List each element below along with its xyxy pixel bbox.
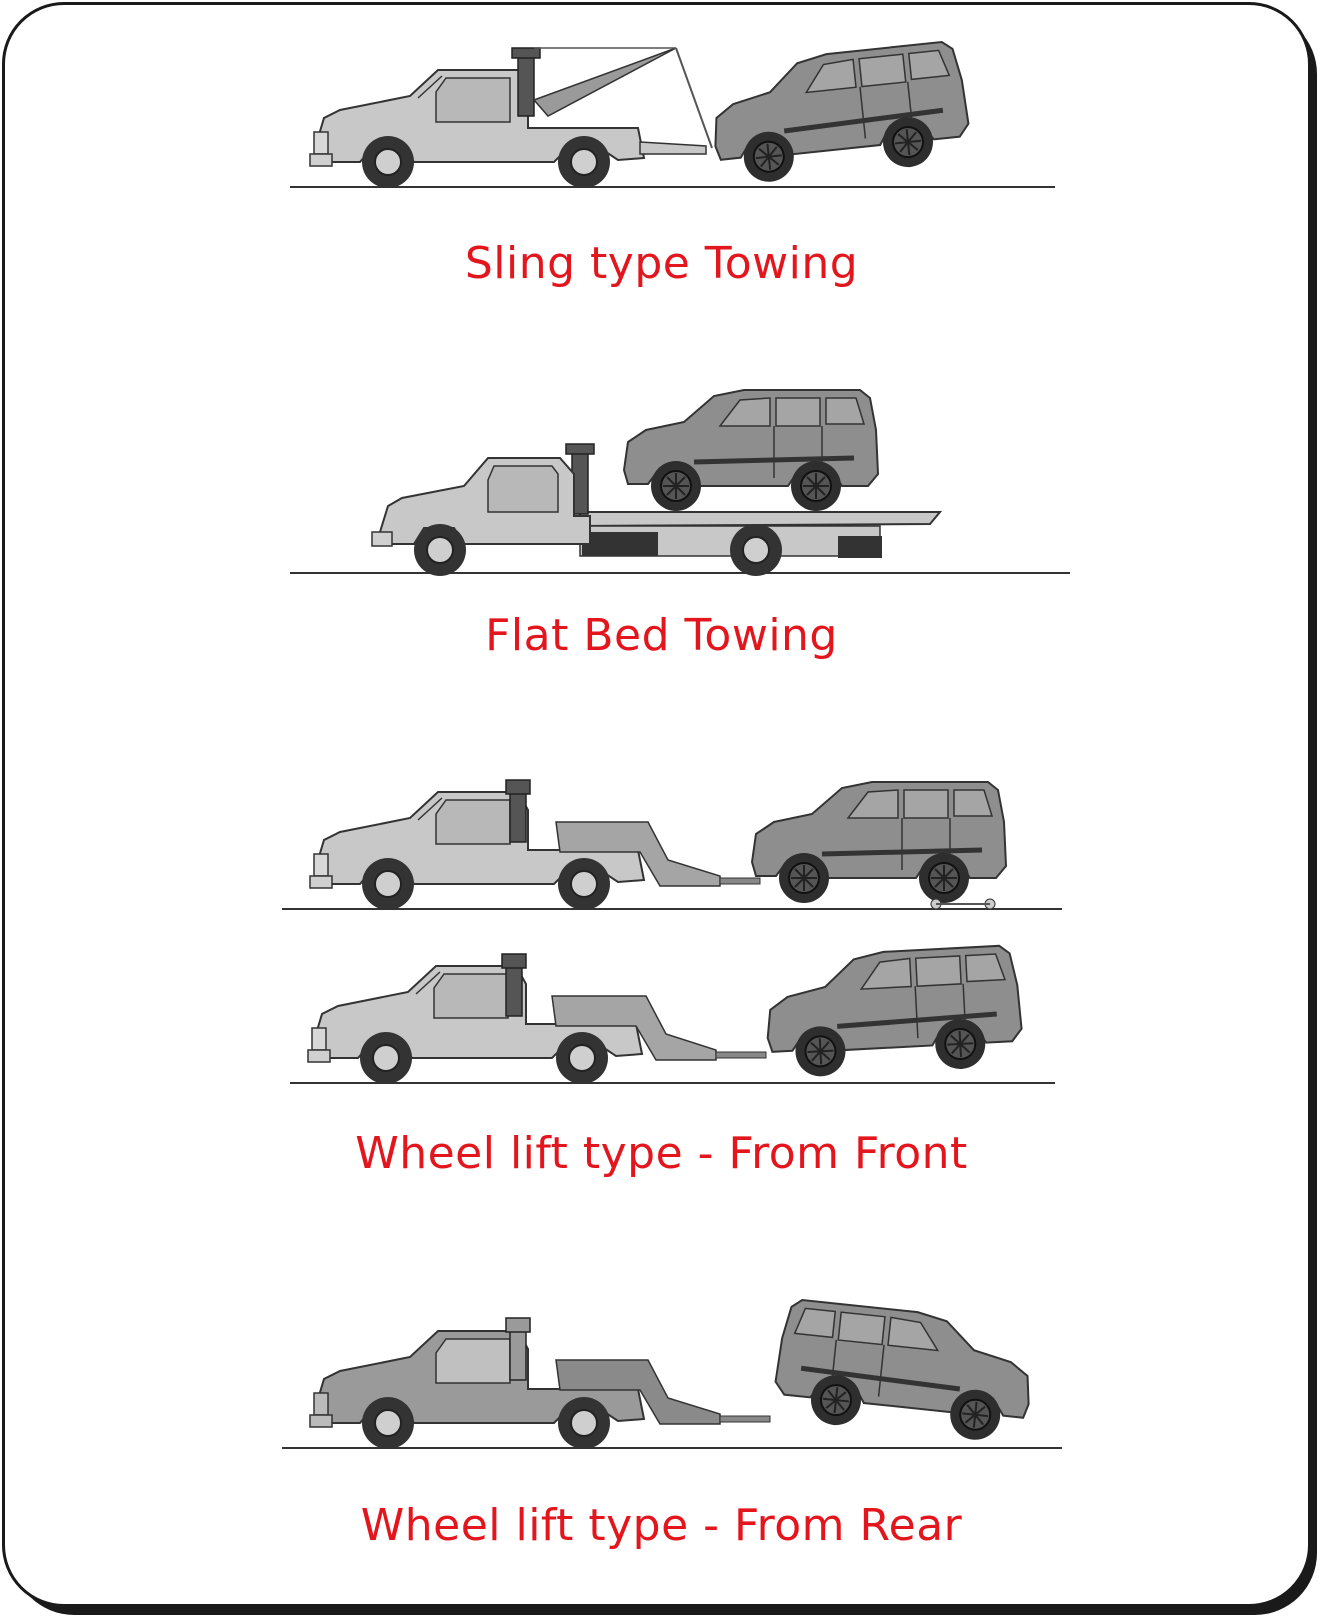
towed-car bbox=[764, 945, 1024, 1079]
carried-car bbox=[624, 390, 878, 511]
towed-car bbox=[752, 782, 1006, 903]
boom-arm bbox=[534, 48, 676, 116]
sling-bar bbox=[640, 142, 706, 154]
wheel-lift-rear-scene bbox=[282, 1298, 1062, 1449]
flat-bed-scene bbox=[290, 390, 1070, 576]
sling-cable bbox=[676, 48, 712, 148]
towed-car bbox=[707, 40, 972, 187]
caption-sling-type: Sling type Towing bbox=[464, 238, 859, 289]
wheel-lift-front-scene-1 bbox=[282, 780, 1062, 910]
caption-flat-bed: Flat Bed Towing bbox=[485, 610, 838, 661]
boom-post bbox=[518, 52, 534, 116]
caption-wheel-lift-front: Wheel lift type - From Front bbox=[355, 1128, 968, 1179]
flat-bed bbox=[580, 512, 940, 526]
caption-wheel-lift-rear: Wheel lift type - From Rear bbox=[360, 1500, 963, 1551]
sling-type-scene bbox=[290, 40, 1055, 188]
towed-car-reversed bbox=[772, 1298, 1037, 1445]
wheel-lift-front-scene-2 bbox=[290, 945, 1055, 1084]
